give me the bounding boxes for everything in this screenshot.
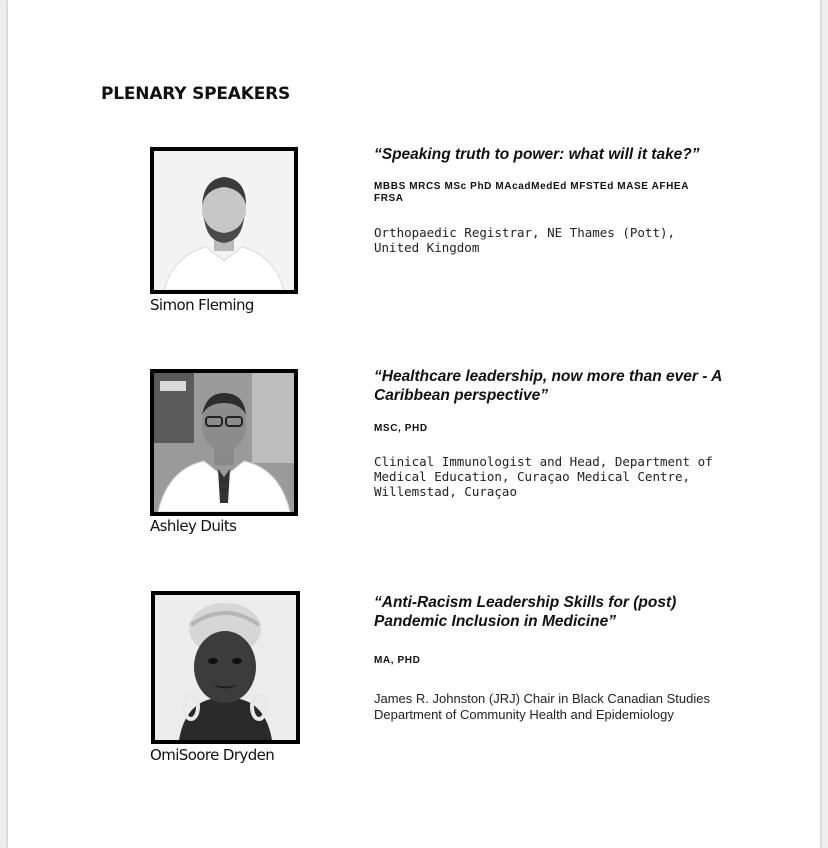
talk-title: “Healthcare leadership, now more than ever - A Caribbean perspective” — [374, 368, 722, 404]
document-page — [8, 0, 820, 848]
speaker-role-line: Department of Community Health and Epidemiology — [374, 707, 674, 722]
speaker-photo-simon-fleming — [150, 147, 298, 294]
speaker-credentials: MA, PHD — [374, 655, 421, 666]
speaker-credentials: MSC, PHD — [374, 423, 428, 434]
talk-title: “Anti-Racism Leadership Skills for (post) Pandemic Inclusion in Medicine” — [374, 594, 677, 630]
talk-title: “Speaking truth to power: what will it take?” — [374, 146, 700, 163]
speaker-photo-ashley-duits — [150, 369, 298, 516]
speaker-photo-omisoore-dryden — [151, 591, 300, 744]
speaker-role-line: James R. Johnston (JRJ) Chair in Black Canadian Studies — [374, 691, 710, 706]
page-heading: PLENARY SPEAKERS — [101, 84, 291, 104]
speaker-role: Orthopaedic Registrar, NE Thames (Pott), United Kingdom — [374, 225, 676, 255]
speaker-role: Clinical Immunologist and Head, Department of Medical Education, Curaçao Medical Centre, Willemstad, Curaçao — [374, 454, 713, 499]
speaker-name: OmiSoore Dryden — [150, 746, 275, 764]
speaker-name: Simon Fleming — [150, 296, 254, 314]
speaker-name: Ashley Duits — [150, 517, 237, 535]
speaker-credentials: MBBS MRCS MSc PhD MAcadMedEd MFSTEd MASE AFHEA FRSA — [374, 181, 689, 204]
